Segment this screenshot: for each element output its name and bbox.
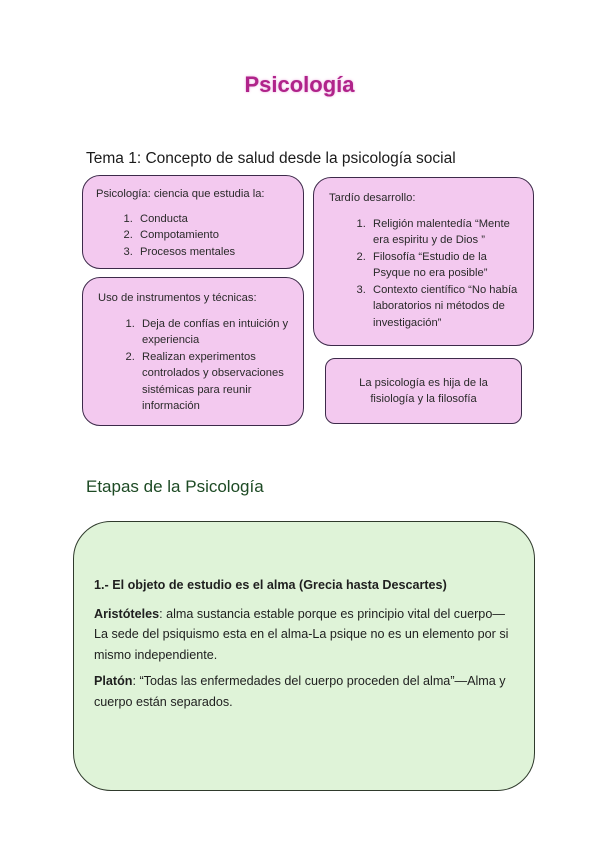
list-item: 1. Conducta — [136, 211, 291, 228]
list-item: 1. Religión malentedía “Mente era espiritu y de Dios ” — [369, 216, 521, 249]
topic-subtitle: Tema 1: Concepto de salud desde la psicología social — [86, 150, 456, 167]
list-item: 3. Procesos mentales — [136, 244, 291, 261]
aristoteles-name: Aristóteles — [94, 606, 160, 621]
section-heading: Etapas de la Psicología — [86, 477, 264, 496]
tardio-desarrollo-lead: Tardío desarrollo: — [329, 192, 416, 204]
etapa-alma-box — [73, 521, 535, 791]
page-title: Psicología — [244, 72, 355, 97]
psicologia-hija-text: La psicología es hija de la fisiología y la filosofía — [359, 376, 488, 405]
list-item: 2. Realizan experimentos controlados y observaciones sistémicas para reunir información — [138, 349, 291, 415]
instrumentos-lead: Uso de instrumentos y técnicas: — [98, 292, 257, 304]
psicologia-hija-box — [325, 358, 522, 424]
aristoteles-text: : alma sustancia estable porque es principio vital del cuerpo—La sede del psiquismo esta en el alma-La psique no es un elemento por si mismo independiente. — [94, 606, 509, 662]
etapa-title: 1.- El objeto de estudio es el alma (Grecia hasta Descartes) — [94, 578, 447, 592]
aristoteles-paragraph — [94, 604, 512, 666]
psicologia-definition-box — [82, 175, 304, 269]
platon-name: Platón — [94, 674, 133, 688]
psicologia-definition-lead: Psicología: ciencia que estudia la: — [96, 188, 265, 200]
tardio-desarrollo-list — [329, 216, 521, 332]
list-item: 2. Compotamiento — [136, 227, 291, 244]
instrumentos-list — [98, 316, 291, 415]
tardio-desarrollo-box — [313, 177, 534, 346]
instrumentos-box — [82, 277, 304, 426]
list-item: 1. Deja de confías en intuición y experiencia — [138, 316, 291, 349]
list-item: 2. Filosofía “Estudio de la Psyque no era posible” — [369, 249, 521, 282]
platon-paragraph — [94, 671, 512, 712]
platon-text: : “Todas las enfermedades del cuerpo proceden del alma”—Alma y cuerpo están separados. — [94, 674, 506, 709]
list-item: 3. Contexto científico “No había laboratorios ni métodos de investigación” — [369, 282, 521, 332]
psicologia-definition-list — [96, 211, 291, 261]
